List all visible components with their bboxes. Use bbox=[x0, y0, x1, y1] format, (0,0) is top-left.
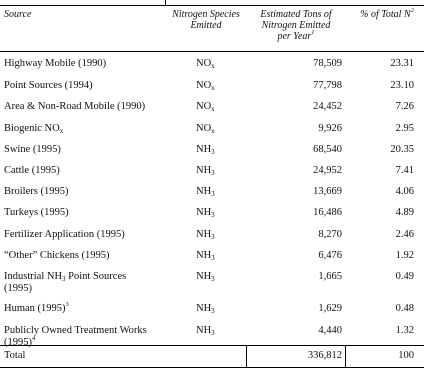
row-species: $NH_3$ bbox=[196, 207, 215, 219]
total-tons: 336,812 bbox=[307, 350, 342, 361]
row-source: Cattle (1995) bbox=[4, 165, 60, 176]
row-pct: 2.46 bbox=[395, 229, 414, 240]
row-pct: 4.06 bbox=[395, 186, 414, 197]
row-source: Point Sources (1994) bbox=[4, 80, 93, 91]
row-source: Industrial $NH_3$ Point Sources (1995) bbox=[4, 271, 127, 294]
row-species: $NH_3$ bbox=[196, 165, 215, 177]
row-pct: 2.95 bbox=[395, 123, 414, 134]
row-pct: 4.89 bbox=[395, 207, 414, 218]
table-top-rule bbox=[0, 5, 424, 6]
header-pct bbox=[350, 9, 424, 20]
row-species: $NO_x$ bbox=[196, 123, 215, 135]
row-tons: 9,926 bbox=[318, 123, 342, 134]
row-pct: 7.41 bbox=[395, 165, 414, 176]
row-tons: 78,509 bbox=[313, 58, 342, 69]
row-species: $NH_3$ bbox=[196, 186, 215, 198]
row-tons: 8,270 bbox=[318, 229, 342, 240]
row-tons: 6,476 bbox=[318, 250, 342, 261]
row-tons: 16,486 bbox=[313, 207, 342, 218]
row-source: Turkeys (1995) bbox=[4, 207, 69, 218]
row-species: $NO_x$ bbox=[196, 58, 215, 70]
nitrogen-emissions-table bbox=[0, 5, 424, 373]
row-pct: 1.32 bbox=[395, 325, 414, 336]
row-species: $NO_x$ bbox=[196, 80, 215, 92]
total-col-divider-1 bbox=[246, 345, 247, 367]
total-label: Total bbox=[4, 350, 26, 361]
row-tons: 24,452 bbox=[313, 101, 342, 112]
row-source: “Other” Chickens (1995) bbox=[4, 250, 110, 261]
row-source: Fertilizer Application (1995) bbox=[4, 229, 125, 240]
row-species: $NH_3$ bbox=[196, 325, 215, 337]
row-pct: 0.49 bbox=[395, 271, 414, 282]
row-tons: 13,669 bbox=[313, 186, 342, 197]
row-tons: 1,665 bbox=[318, 271, 342, 282]
row-tons: 4,440 bbox=[318, 325, 342, 336]
row-species: $NH_3$ bbox=[196, 229, 215, 241]
row-pct: 23.10 bbox=[390, 80, 414, 91]
table-bottom-rule bbox=[0, 367, 424, 368]
row-source: Area & Non-Road Mobile (1990) bbox=[4, 101, 146, 112]
row-species: $NH_3$ bbox=[196, 250, 215, 262]
row-tons: 68,540 bbox=[313, 144, 342, 155]
header-species-line2: Emitted bbox=[190, 20, 222, 31]
total-col-divider-2 bbox=[345, 345, 346, 367]
header-pct-label: % of Total N bbox=[360, 9, 411, 20]
header-tons-line2: Nitrogen Emitted bbox=[261, 20, 331, 31]
row-pct: 7.26 bbox=[395, 101, 414, 112]
row-source: Publicly Owned Treatment Works $(1995)^4$ bbox=[4, 325, 147, 348]
row-source: Broilers (1995) bbox=[4, 186, 69, 197]
header-tons bbox=[246, 9, 346, 42]
row-species: $NH_3$ bbox=[196, 271, 215, 283]
row-tons: 1,629 bbox=[318, 303, 342, 314]
header-species-line1: Nitrogen Species bbox=[172, 9, 240, 20]
header-tons-footnote: 1 bbox=[311, 29, 315, 36]
row-source: Human $(1995)^3$ bbox=[4, 301, 69, 314]
row-tons: 24,952 bbox=[313, 165, 342, 176]
row-tons: 77,798 bbox=[313, 80, 342, 91]
row-species: $NO_x$ bbox=[196, 101, 215, 113]
row-species: $NH_3$ bbox=[196, 303, 215, 315]
row-source: Highway Mobile (1990) bbox=[4, 58, 107, 69]
row-pct: 23.31 bbox=[390, 58, 414, 69]
row-pct: 0.48 bbox=[395, 303, 414, 314]
total-pct: 100 bbox=[398, 350, 414, 361]
header-pct-footnote: 2 bbox=[410, 7, 414, 14]
row-species: $NH_3$ bbox=[196, 144, 215, 156]
header-top-tick bbox=[165, 0, 166, 5]
row-pct: 20.35 bbox=[390, 144, 414, 155]
header-source: Source bbox=[4, 9, 32, 20]
header-species bbox=[166, 9, 246, 31]
header-tons-line1: Estimated Tons of bbox=[260, 9, 332, 20]
row-pct: 1.92 bbox=[395, 250, 414, 261]
row-source: Swine (1995) bbox=[4, 144, 61, 155]
header-tons-line3: per Year bbox=[277, 31, 312, 42]
header-bottom-rule bbox=[0, 51, 424, 52]
row-source: Biogenic $NO_x$ bbox=[4, 123, 64, 135]
